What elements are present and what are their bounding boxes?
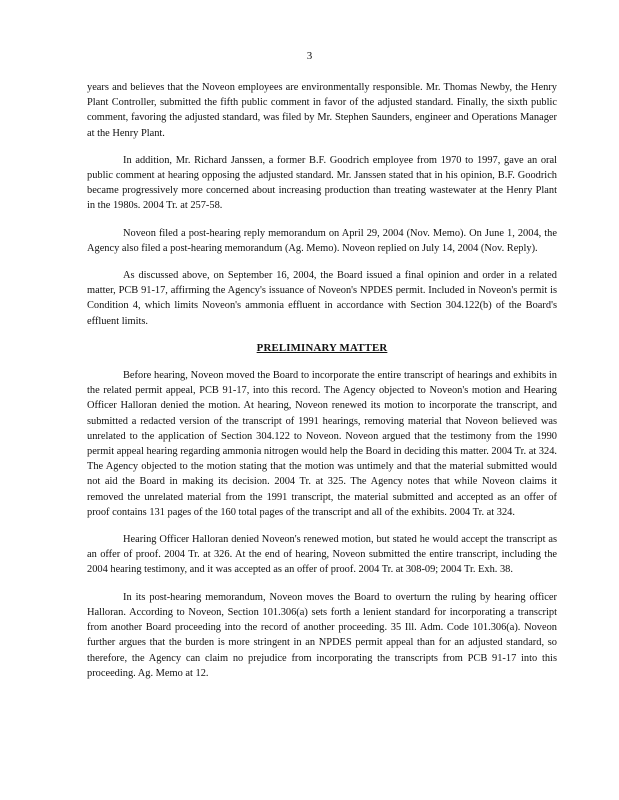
paragraph: As discussed above, on September 16, 2004, the Board issued a final opinion and order in a related matter, PCB 91-17, affirming the Agency's issuance of Noveon's NPDES permit. Included in Noveon's permit is Condition 4, which limits Noveon's ammonia effluent in accordance with Section 304.122(b) of the Board's effluent limits.: [87, 270, 557, 327]
section-heading: PRELIMINARY MATTER: [256, 341, 388, 354]
paragraph: years and believes that the Noveon employees are environmentally responsible. Mr. Thomas Newby, the Henry Plant Controller, submitted the fifth public comment in favor of the adjusted standard. Finally, the sixth public comment, favoring the adjusted standard, was filed by Mr. Stephen Saunders, engineer and Operations Manager at the Henry Plant.: [87, 82, 557, 139]
paragraph: Before hearing, Noveon moved the Board to incorporate the entire transcript of hearings and exhibits in the related permit appeal, PCB 91-17, into this record. The Agency objected to Noveon's motion and Hearing Officer Halloran denied the motion. At hearing, Noveon renewed its motion to incorporate the transcript, and submitted a redacted version of the transcript of 1991 hearings, removing material that Noveon believed was unrelated to the application of Section 304.122 to Noveon. Noveon argued that the testimony from the 1990 permit appeal hearing regarding ammonia nitrogen would help the Board in deciding this matter. 2004 Tr. at 324. The Agency objected to the motion stating that the motion was untimely and that the material submitted would not aid the Board in making its decision. 2004 Tr. at 325. The Agency notes that while Noveon claims it removed the unrelated material from the 1991 transcript, the material submitted and accepted as an offer of proof contains 131 pages of the 160 total pages of the transcript and all of the exhibits. 2004 Tr. at 324.: [87, 370, 557, 518]
paragraph: Noveon filed a post-hearing reply memorandum on April 29, 2004 (Nov. Memo). On June 1, 2004, the Agency also filed a post-hearing memorandum (Ag. Memo). Noveon replied on July 14, 2004 (Nov. Reply).: [87, 227, 557, 254]
paragraph: In addition, Mr. Richard Janssen, a former B.F. Goodrich employee from 1970 to 1997, gave an oral public comment at hearing opposing the adjusted standard. Mr. Janssen stated that in his opinion, B.F. Goodrich became progressively more concerned about increasing production than treating wastewater at the Henry Plant in the 1980s. 2004 Tr. at 257-58.: [87, 154, 557, 212]
document-body: [87, 80, 557, 693]
paragraph: Hearing Officer Halloran denied Noveon's renewed motion, but stated he would accept the transcript as an offer of proof. 2004 Tr. at 326. At the end of hearing, Noveon submitted the entire transcript, including the 2004 hearing testimony, and it was accepted as an offer of proof. 2004 Tr. at 308-09; 2004 Tr. Exh. 38.: [87, 534, 557, 576]
page-number: 3: [306, 50, 313, 62]
paragraph: In its post-hearing memorandum, Noveon moves the Board to overturn the ruling by hearing officer Halloran. According to Noveon, Section 101.306(a) sets forth a lenient standard for incorporating a transcript from another Board proceeding into the record of another proceeding. 35 Ill. Adm. Code 101.306(a). Noveon further argues that the burden is more stringent in an NPDES permit appeal than for an adjusted standard, so therefore, the Agency can claim no prejudice from incorporating the transcripts from PCB 91-17 into this proceeding. Ag. Memo at 12.: [87, 591, 557, 679]
